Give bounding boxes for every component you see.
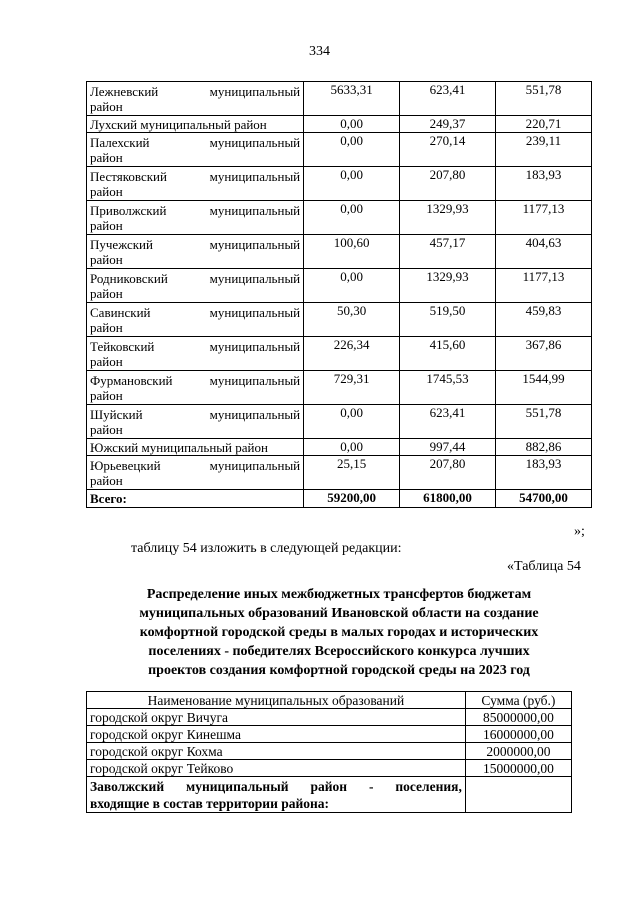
value-cell: 207,80	[400, 456, 496, 490]
value-cell: 1544,99	[496, 371, 592, 405]
value-cell: 239,11	[496, 133, 592, 167]
column-header-name: Наименование муниципальных образований	[87, 692, 466, 709]
instruction-text: таблицу 54 изложить в следующей редакции:	[131, 541, 402, 556]
value-cell: 270,14	[400, 133, 496, 167]
municipality-name-line: Шуйский муниципальный	[90, 406, 301, 422]
municipality-name-line: Пучежский муниципальный	[90, 236, 301, 252]
total-row	[87, 490, 592, 508]
municipality-name-line: район	[90, 285, 123, 301]
value-cell: 0,00	[304, 201, 400, 235]
value-cell: 207,80	[400, 167, 496, 201]
heading-line: проектов создания комфортной городской среды на 2023 год	[148, 663, 530, 678]
municipality-name-line: район	[90, 217, 123, 233]
municipality-name	[87, 235, 304, 269]
group-name-line: входящие в состав территории района:	[90, 795, 330, 811]
total-value: 61800,00	[400, 490, 496, 508]
sum-cell: 16000000,00	[465, 726, 571, 743]
municipality-name-line: район	[90, 149, 123, 165]
municipality-name-line: Палехский муниципальный	[90, 134, 301, 150]
municipality-name: городской округ Кинешма	[87, 726, 466, 743]
table-row	[87, 337, 592, 371]
municipality-name-line: Савинский муниципальный	[90, 304, 301, 320]
municipality-name	[87, 167, 304, 201]
municipality-name-line: Пестяковский муниципальный	[90, 168, 301, 184]
municipality-name-line: район	[90, 421, 123, 437]
municipality-name-line: Лежневский муниципальный	[90, 83, 301, 99]
value-cell: 220,71	[496, 116, 592, 133]
total-label: Всего:	[87, 490, 304, 508]
sum-cell: 2000000,00	[465, 743, 571, 760]
value-cell: 623,41	[400, 82, 496, 116]
municipality-name-line: район	[90, 387, 123, 403]
value-cell: 551,78	[496, 82, 592, 116]
value-cell: 367,86	[496, 337, 592, 371]
municipality-name: городской округ Вичуга	[87, 709, 466, 726]
sum-cell: 85000000,00	[465, 709, 571, 726]
table-row	[87, 201, 592, 235]
value-cell: 100,60	[304, 235, 400, 269]
value-cell: 1745,53	[400, 371, 496, 405]
value-cell: 0,00	[304, 167, 400, 201]
value-cell: 1329,93	[400, 269, 496, 303]
municipality-name-line: Юрьевецкий муниципальный	[90, 457, 301, 473]
value-cell: 623,41	[400, 405, 496, 439]
value-cell: 25,15	[304, 456, 400, 490]
municipality-name	[87, 303, 304, 337]
closing-quote: »;	[574, 524, 585, 539]
table-row	[87, 726, 572, 743]
municipality-name-line: район	[90, 353, 123, 369]
value-cell: 5633,31	[304, 82, 400, 116]
table-header-row	[87, 692, 572, 709]
table-row	[87, 235, 592, 269]
municipality-name	[87, 456, 304, 490]
table-row	[87, 133, 592, 167]
table-row	[87, 439, 592, 456]
table-row	[87, 303, 592, 337]
heading-line: поселениях - победителях Всероссийского конкурса лучших	[148, 644, 530, 659]
value-cell: 0,00	[304, 116, 400, 133]
value-cell: 0,00	[304, 439, 400, 456]
table-row	[87, 167, 592, 201]
table-heading	[86, 585, 592, 680]
municipality-name-line: район	[90, 319, 123, 335]
sum-cell	[465, 777, 571, 813]
value-cell: 249,37	[400, 116, 496, 133]
total-value: 59200,00	[304, 490, 400, 508]
heading-line: муниципальных образований Ивановской области на создание	[139, 606, 539, 621]
value-cell: 1177,13	[496, 269, 592, 303]
value-cell: 50,30	[304, 303, 400, 337]
value-cell: 729,31	[304, 371, 400, 405]
value-cell: 459,83	[496, 303, 592, 337]
group-name-line: Заволжский муниципальный район - поселения,	[90, 778, 462, 794]
value-cell: 1177,13	[496, 201, 592, 235]
group-name	[87, 777, 466, 813]
municipality-name	[87, 133, 304, 167]
value-cell: 997,44	[400, 439, 496, 456]
table-row	[87, 709, 572, 726]
table-label: «Таблица 54	[507, 559, 581, 574]
municipality-name	[87, 371, 304, 405]
total-value: 54700,00	[496, 490, 592, 508]
municipality-name	[87, 337, 304, 371]
value-cell: 882,86	[496, 439, 592, 456]
municipality-name	[87, 439, 304, 456]
municipality-name	[87, 116, 304, 133]
value-cell: 183,93	[496, 456, 592, 490]
transfers-table-bottom	[86, 691, 572, 813]
municipality-name	[87, 405, 304, 439]
municipality-name: городской округ Тейково	[87, 760, 466, 777]
value-cell: 0,00	[304, 405, 400, 439]
municipality-name: городской округ Кохма	[87, 743, 466, 760]
heading-line: комфортной городской среды в малых городах и исторических	[139, 625, 539, 640]
table-row	[87, 456, 592, 490]
table-row	[87, 743, 572, 760]
municipality-name	[87, 269, 304, 303]
municipality-name-line: Тейковский муниципальный	[90, 338, 301, 354]
municipality-name	[87, 201, 304, 235]
value-cell: 183,93	[496, 167, 592, 201]
municipality-name-line: район	[90, 183, 123, 199]
group-row	[87, 777, 572, 813]
value-cell: 0,00	[304, 269, 400, 303]
table-row	[87, 269, 592, 303]
municipality-name-line: Приволжский муниципальный	[90, 202, 301, 218]
value-cell: 1329,93	[400, 201, 496, 235]
value-cell: 551,78	[496, 405, 592, 439]
municipality-name-line: район	[90, 472, 123, 488]
table-row	[87, 371, 592, 405]
table-row	[87, 760, 572, 777]
municipality-name-line: район	[90, 251, 123, 267]
page-number: 334	[309, 44, 330, 59]
municipality-name-line: Южский муниципальный район	[90, 439, 268, 455]
municipality-name-line: Лухский муниципальный район	[90, 116, 267, 132]
column-header-sum: Сумма (руб.)	[465, 692, 571, 709]
municipality-name	[87, 82, 304, 116]
sum-cell: 15000000,00	[465, 760, 571, 777]
municipality-name-line: Фурмановский муниципальный	[90, 372, 301, 388]
table-row	[87, 405, 592, 439]
heading-line: Распределение иных межбюджетных трансфертов бюджетам	[146, 587, 532, 602]
value-cell: 0,00	[304, 133, 400, 167]
table-row	[87, 116, 592, 133]
municipality-name-line: район	[90, 98, 123, 114]
table-row	[87, 82, 592, 116]
value-cell: 415,60	[400, 337, 496, 371]
value-cell: 404,63	[496, 235, 592, 269]
value-cell: 226,34	[304, 337, 400, 371]
value-cell: 519,50	[400, 303, 496, 337]
transfers-table-top	[86, 81, 592, 508]
municipality-name-line: Родниковский муниципальный	[90, 270, 301, 286]
value-cell: 457,17	[400, 235, 496, 269]
